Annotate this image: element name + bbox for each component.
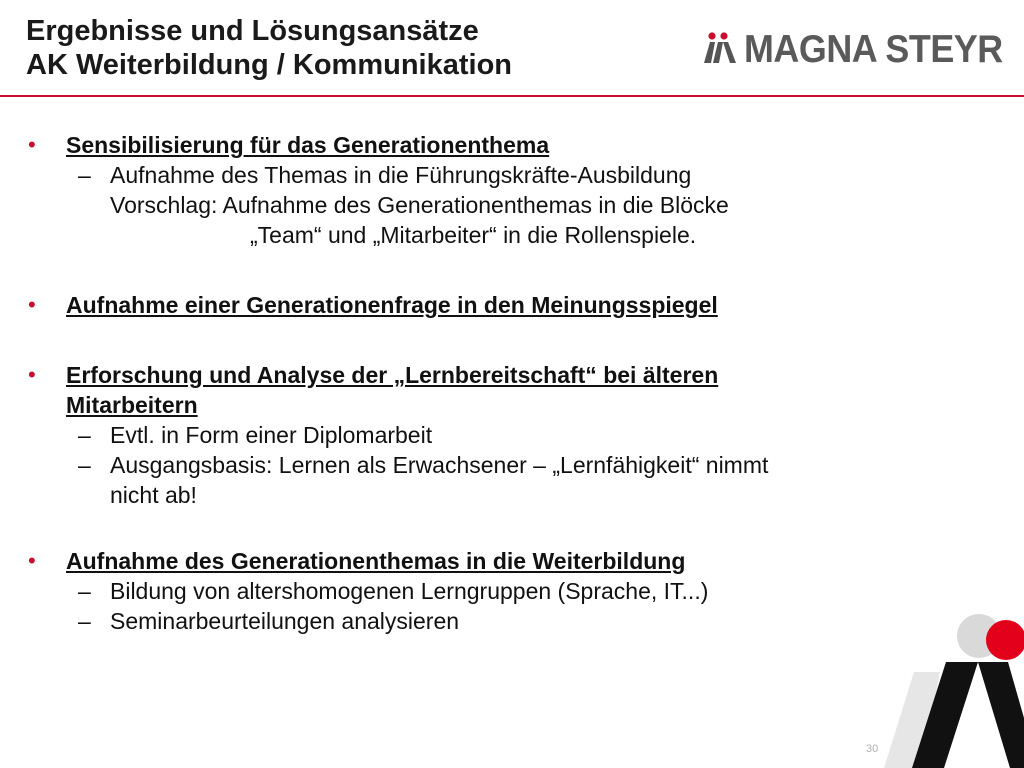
spacer (28, 250, 948, 290)
sub-item (28, 450, 948, 510)
sub-item-text: Seminarbeurteilungen analysieren (110, 608, 460, 634)
bullet-heading: Aufnahme einer Generationenfrage in den Meinungsspiegel (66, 292, 718, 318)
bullet-icon: • (28, 132, 36, 157)
bullet-heading: Erforschung und Analyse der „Lernbereitschaft“ bei älteren (66, 362, 719, 388)
dash-icon: – (78, 452, 91, 478)
bullet-heading: Aufnahme des Generationenthemas in die Weiterbildung (66, 548, 686, 574)
sub-item (28, 606, 948, 636)
sub-item-text: Ausgangsbasis: Lernen als Erwachsener – „Lernfähigkeit“ nimmt (110, 452, 769, 478)
dash-icon: – (78, 162, 91, 188)
bullet-item (28, 360, 948, 420)
bullet-heading: Sensibilisierung für das Generationenthema (66, 132, 550, 158)
bullet-icon: • (28, 362, 36, 387)
sub-item (28, 160, 948, 250)
magna-corner-graphic (880, 600, 1024, 768)
bullet-item (28, 546, 948, 576)
bullet-item (28, 290, 948, 320)
dash-icon: – (78, 608, 91, 634)
spacer (28, 510, 948, 546)
bullet-icon: • (28, 548, 36, 573)
sub-item-text: „Team“ und „Mitarbeiter“ in die Rollenspiele. (250, 222, 697, 248)
sub-item (28, 576, 948, 606)
slide-title-line-2: AK Weiterbildung / Kommunikation (26, 49, 513, 81)
sub-item-text: Evtl. in Form einer Diplomarbeit (110, 422, 433, 448)
slide-title (26, 14, 512, 82)
sub-item (28, 420, 948, 450)
slide-content (28, 130, 948, 636)
bullet-heading: Mitarbeitern (66, 392, 198, 418)
title-divider (0, 95, 1024, 97)
bullet-item (28, 130, 948, 160)
magna-logo-mark-icon (702, 32, 740, 64)
sub-item-text: Aufnahme des Themas in die Führungskräfte-Ausbildung (110, 162, 692, 188)
sub-item-text: nicht ab! (110, 482, 197, 508)
bullet-icon: • (28, 292, 36, 317)
page-number: 30 (866, 743, 879, 755)
dash-icon: – (78, 578, 91, 604)
dash-icon: – (78, 422, 91, 448)
sub-item-text: Bildung von altershomogenen Lerngruppen (Sprache, IT...) (110, 578, 709, 604)
slide-title-line-1: Ergebnisse und Lösungsansätze (26, 15, 479, 47)
spacer (28, 320, 948, 360)
sub-item-text: Vorschlag: Aufnahme des Generationenthemas in die Blöcke (110, 192, 729, 218)
magna-steyr-logo (702, 28, 1003, 71)
logo-wordmark: MAGNA STEYR (744, 28, 1003, 71)
